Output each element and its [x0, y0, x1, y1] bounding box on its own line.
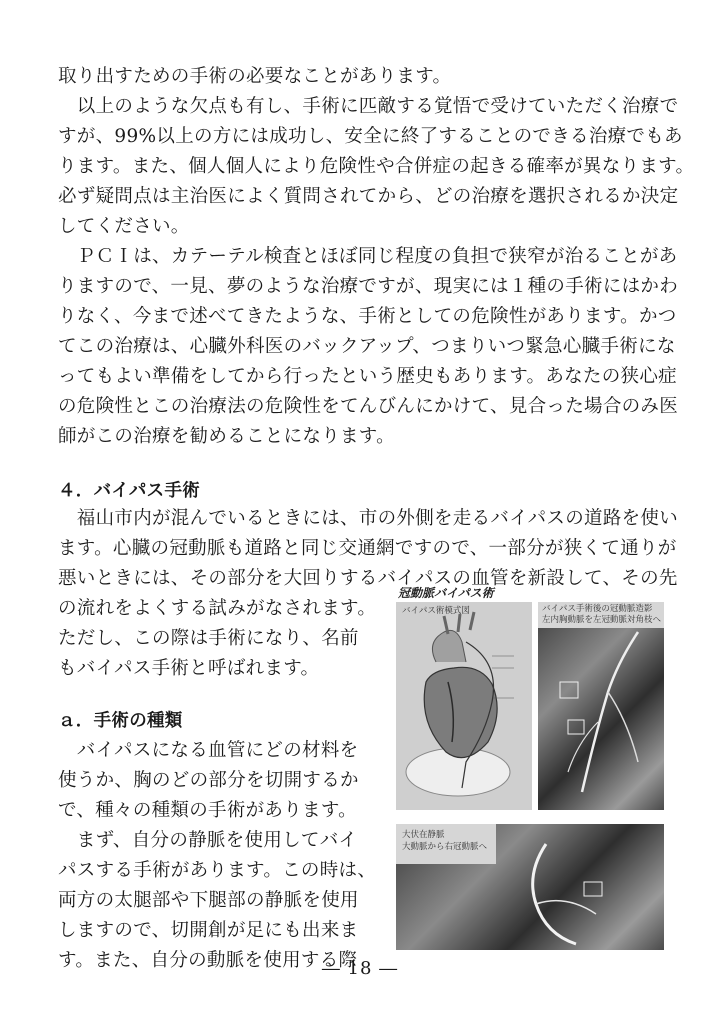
text-line: 必ず疑問点は主治医によく質問されてから、どの治療を選択されるか決定: [58, 186, 679, 207]
text-line: もバイパス手術と呼ばれます。: [58, 658, 320, 679]
vein-graft-image: [396, 824, 664, 950]
text-line: まず、自分の静脈を使用してバイ: [58, 830, 358, 851]
text-line: で、種々の種類の手術があります。: [58, 800, 357, 821]
section-heading-bypass: ４．バイパス手術: [58, 481, 201, 501]
panel-caption-line: 大伏在静脈: [402, 830, 445, 840]
figure-panel-vein-graft: [396, 824, 664, 950]
bypass-figure: [392, 584, 674, 954]
text-line: バイパスになる血管にどの材料を: [58, 740, 359, 761]
figure-title: 冠動脈バイパス術: [398, 586, 494, 600]
text-line: 両方の太腿部や下腿部の静脈を使用: [58, 890, 359, 911]
figure-panel-schematic: [396, 602, 532, 810]
panel-caption: バイパス術模式図: [402, 606, 470, 616]
text-line: 以上のような欠点も有し、手術に匹敵する覚悟で受けていただく治療で: [58, 96, 679, 117]
panel-caption-line: 大動脈から右冠動脈へ: [402, 842, 488, 852]
text-line: 取り出すための手術の必要なことがあります。: [58, 66, 452, 87]
text-line: パスする手術があります。この時は、: [58, 860, 377, 881]
heart-diagram-image: [396, 602, 532, 810]
text-line: す。また、自分の動脈を使用する際: [58, 950, 358, 971]
text-line: ります。また、個人個人により危険性や合併症の起きる確率が異なります。: [58, 156, 695, 177]
text-line: の流れをよくする試みがなされます。: [58, 598, 377, 619]
text-line: てこの治療は、心臓外科医のバックアップ、つまりいつ緊急心臓手術にな: [58, 336, 676, 357]
text-line: しますので、切開創が足にも出来ま: [58, 920, 359, 941]
text-line: ＰＣＩは、カテーテル検査とほぼ同じ程度の負担で狭窄が治ることがあ: [58, 246, 678, 267]
text-line: 福山市内が混んでいるときには、市の外側を走るバイパスの道路を使い: [58, 508, 679, 529]
page-number: ― 18 ―: [321, 958, 399, 979]
panel-caption-line: 左内胸動脈を左冠動脈対角枝へ: [542, 615, 662, 625]
text-line: 使うか、胸のどの部分を切開するか: [58, 770, 359, 791]
text-line: の危険性とこの治療法の危険性をてんびんにかけて、見合った場合のみ医: [58, 396, 679, 417]
text-line: りますので、一見、夢のような治療ですが、現実には１種の手術にはかわ: [58, 276, 679, 297]
text-line: してください。: [58, 216, 190, 237]
text-line: ただし、この際は手術になり、名前: [58, 628, 359, 649]
subsection-heading-types: ａ．手術の種類: [58, 711, 183, 731]
angiogram-image: [538, 602, 664, 810]
panel-caption-line: バイパス手術後の冠動脈造影: [542, 604, 653, 614]
text-line: 師がこの治療を勧めることになります。: [58, 426, 395, 447]
figure-panel-angiogram: [538, 602, 664, 810]
text-line: ます。心臓の冠動脈も道路と同じ交通網ですので、一部分が狭くて通りが: [58, 538, 677, 559]
text-line: りなく、今まで述べてきたような、手術としての危険性があります。かつ: [58, 306, 677, 327]
text-line: 悪いときには、その部分を大回りするバイパスの血管を新設して、その先: [58, 568, 678, 589]
text-line: すが、99%以上の方には成功し、安全に終了することのできる治療でもあ: [58, 126, 683, 147]
text-line: ってもよい準備をしてから行ったという歴史もあります。あなたの狭心症: [58, 366, 677, 387]
